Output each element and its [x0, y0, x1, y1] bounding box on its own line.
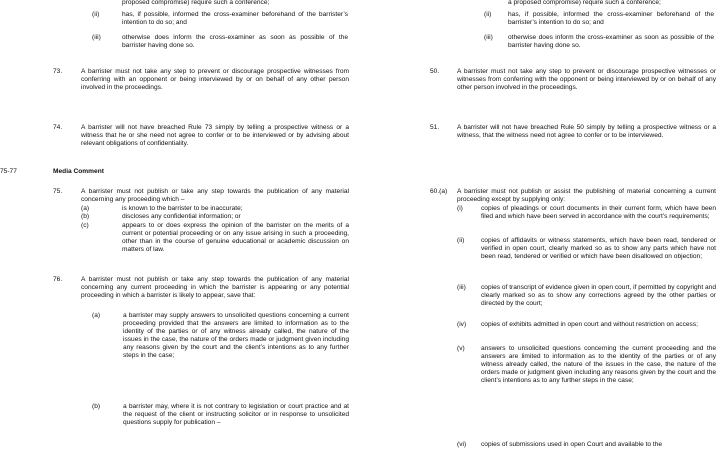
item-text: discloses any confidential information; or: [122, 213, 241, 220]
margin-reference: 75-77: [0, 168, 17, 175]
rule-number: 50.: [430, 68, 440, 75]
item-marker: (ii): [484, 11, 492, 18]
item-text: a barrister may, where it is not contrary to legislation or court practice and at the request of the client or instructing solicitor or in response to unsolicited questions supply for publication –: [123, 403, 349, 426]
item-marker: (b): [81, 213, 90, 220]
item-text: copies of pleadings or court documents in their current form, which have been filed and which have been served in accordance with the court’s requirements;: [481, 205, 716, 220]
rule-text: A barrister must not publish or take any step towards the publication of any material concerning any current proceeding in which the barrister is appearing or any potential proceeding in which a barrister is likely to appear, save that:: [81, 276, 349, 299]
item-marker: (a): [81, 205, 90, 212]
section-heading: Media Comment: [53, 168, 104, 175]
item-text: copies of submissions used in open Court and available to the: [481, 441, 663, 448]
item-marker: (c): [81, 222, 89, 229]
item-marker: (b): [92, 403, 101, 410]
item-marker: (vi): [457, 441, 467, 448]
item-marker: (ii): [92, 11, 100, 18]
rule-number: 74.: [53, 124, 63, 131]
item-marker: (v): [457, 345, 465, 352]
rule-text: A barrister must not take any step to prevent or discourage prospective witnesses or witnesses from conferring with the opponent or being interviewed by or on behalf of any other person involved in the proceedings.: [457, 68, 716, 91]
rule-number: 73.: [53, 68, 63, 75]
item-text: is known to the barrister to be inaccurate;: [122, 205, 243, 212]
item-text: has, if possible, informed the cross-examiner beforehand of the barrister’s intention to do so; and: [122, 11, 348, 26]
item-text: has, if possible, informed the cross-examiner beforehand of the barrister’s intention to do so; and: [508, 11, 714, 26]
item-marker: (i): [457, 205, 463, 212]
rule-text: A barrister must not publish or assist the publishing of material concerning a current proceeding except by supplying only:: [457, 188, 716, 203]
rule-number: 75.: [53, 188, 63, 195]
rule-text: A barrister must not publish or take any step towards the publication of any material concerning any proceeding which –: [81, 188, 349, 203]
item-text: otherwise does inform the cross-examiner as soon as possible of the barrister having done so.: [508, 34, 714, 49]
item-marker: (iii): [457, 284, 466, 291]
item-marker: (a): [92, 312, 101, 319]
rule-text: A barrister must not take any step to prevent or discourage prospective witnesses from conferring with an opponent or being interviewed by or on behalf of any other person involved in the proceedings.: [81, 68, 349, 91]
rule-number: 60.(a): [430, 188, 448, 195]
item-text: copies of affidavits or witness statements, which have been read, tendered or verified in open court, clearly marked so as to show any parts which have not been read, tendered or verified or which have been disallowed on objection;: [481, 237, 716, 260]
item-marker: (iv): [457, 321, 467, 328]
continued-text: a proposed compromise) require such a conference;: [508, 0, 661, 6]
item-text: copies of transcript of evidence given in open court, if permitted by copyright and clearly marked so as to show any corrections agreed by the other parties or directed by the court;: [481, 284, 716, 307]
rule-text: A barrister will not have breached Rule 50 simply by telling a prospective witness or a witness, that the witness need not agree to confer or to be interviewed.: [457, 124, 716, 139]
rule-text: A barrister will not have breached Rule 73 simply by telling a prospective witness or a witness that he or she need not agree to confer or to be interviewed or by advising about relevant obligations of confidentiality.: [81, 124, 349, 147]
item-marker: (iii): [484, 34, 493, 41]
item-marker: (iii): [92, 34, 101, 41]
rule-number: 51.: [430, 124, 440, 131]
item-text: appears to or does express the opinion of the barrister on the merits of a current or potential proceeding or on any issue arising in such a proceeding, other than in the course of genuine educational or academic discussion on matters of law.: [122, 222, 349, 253]
item-marker: (ii): [457, 237, 465, 244]
item-text: copies of exhibits admitted in open court and without restriction on access;: [481, 321, 698, 328]
rule-number: 76.: [53, 276, 63, 283]
continued-text: proposed compromise) require such a conference;: [122, 0, 270, 6]
item-text: otherwise does inform the cross-examiner as soon as possible of the barrister having done so.: [122, 34, 348, 49]
item-text: a barrister may supply answers to unsolicited questions concerning a current proceeding provided that the answers are limited to information as to the identity of the parties or of any witness already called, the nature of the issues in the case, the nature of the orders made or judgment given including any reasons given by the court and the client’s intentions as to any further steps in the case;: [123, 312, 349, 359]
item-text: answers to unsolicited questions concerning the current proceeding and the answers are limited to information as to the identity of the parties or of any witness already called, the nature of the issues in the case, the nature of the orders made or judgment given including any reasons given by the court and the client’s intentions as to any further steps in the case;: [481, 345, 716, 384]
